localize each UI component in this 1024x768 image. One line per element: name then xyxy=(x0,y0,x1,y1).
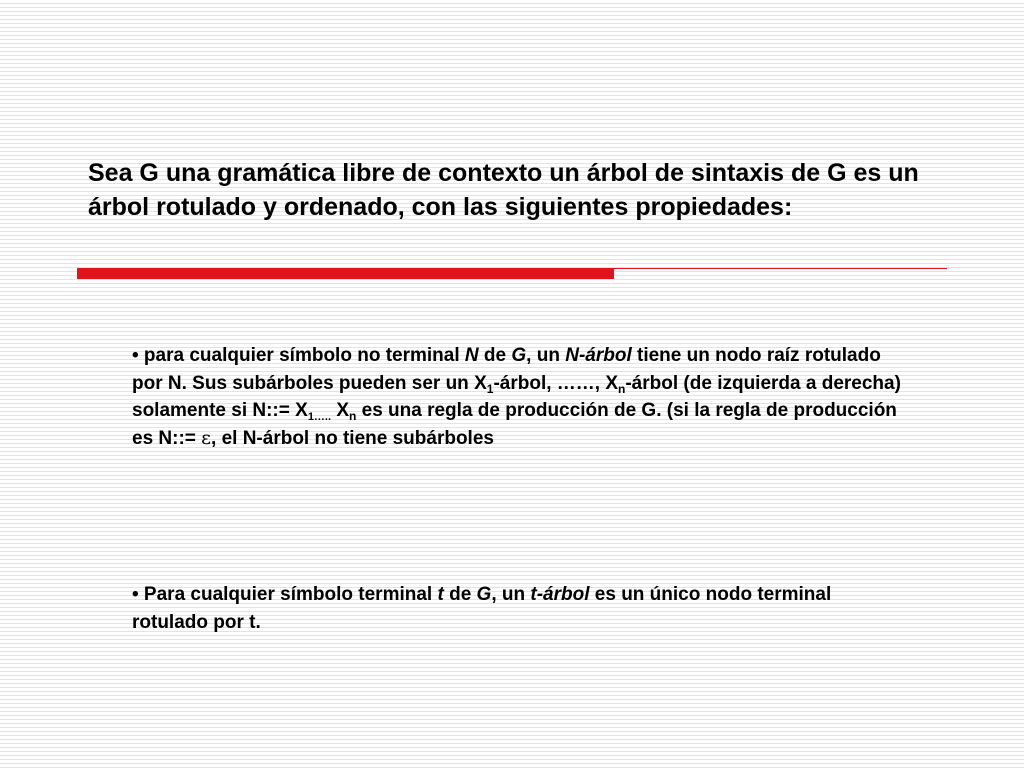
bullet-terminal xyxy=(132,581,907,636)
title-underline-thin xyxy=(614,268,947,269)
t-tree-term: t-árbol xyxy=(530,584,590,605)
bullet-text: es una regla de producción de G. (si la regla de producción es N::= xyxy=(132,400,897,449)
bullet-text: tiene un nodo raíz rotulado por N. Sus subárboles pueden ser un X xyxy=(132,345,881,394)
terminal-symbol: t xyxy=(437,584,444,605)
n-tree-term: N-árbol xyxy=(565,345,632,366)
bullet-text: para cualquier símbolo no terminal xyxy=(138,345,465,366)
bullet-text: de xyxy=(443,584,477,605)
bullet-text: X xyxy=(331,400,349,421)
grammar-symbol: G xyxy=(511,345,527,366)
bullet-text: es un único nodo terminal rotulado por t. xyxy=(132,584,832,633)
nonterminal-symbol: N xyxy=(464,345,479,366)
slide-title: Sea G una gramática libre de contexto un árbol de sintaxis de G es un árbol rotulado y ordenado, con las siguientes propiedades: xyxy=(88,159,919,221)
bullet-text: -árbol (de izquierda a derecha) solamente si N::= X xyxy=(132,372,901,421)
subscript: n xyxy=(618,381,626,396)
epsilon-symbol: ε xyxy=(201,426,212,449)
bullet-text: , el N-árbol no tiene subárboles xyxy=(211,427,494,449)
bullet-text: de xyxy=(478,345,512,366)
title-underline-thick xyxy=(77,268,614,279)
bullet-text: -árbol, ……, X xyxy=(493,372,619,394)
bullet-text: Para cualquier símbolo terminal xyxy=(138,584,438,605)
bullet-nonterminal xyxy=(132,342,907,452)
bullet-text: , un xyxy=(491,584,531,605)
subscript: n xyxy=(349,409,357,423)
grammar-symbol: G xyxy=(476,584,492,605)
bullet-marker: • xyxy=(132,584,139,605)
subscript: 1….. xyxy=(307,411,332,423)
bullet-text: , un xyxy=(526,345,566,366)
bullet-marker: • xyxy=(132,345,139,366)
subscript: 1 xyxy=(486,381,494,396)
